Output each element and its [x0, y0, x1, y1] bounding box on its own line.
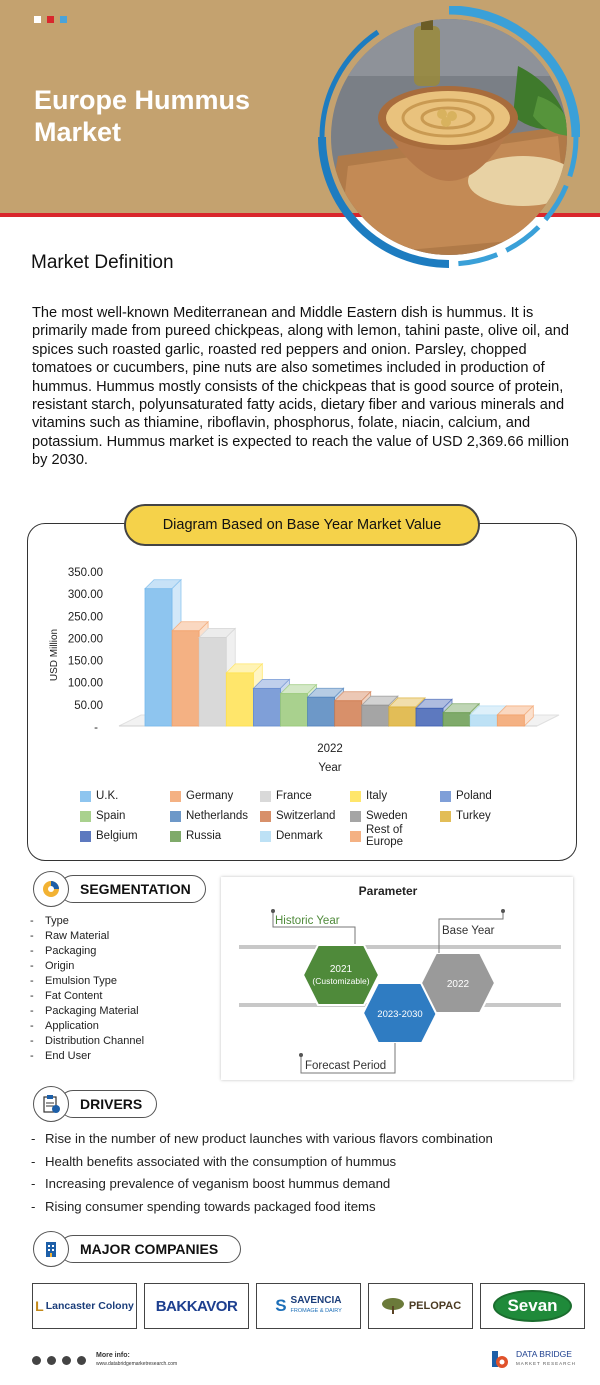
facebook-icon[interactable]: [47, 1356, 56, 1365]
driver-item: - Increasing prevalence of veganism boost hummus demand: [31, 1173, 493, 1196]
forecast-period-value: 2023-2030: [377, 1009, 423, 1020]
building-icon: [33, 1231, 69, 1267]
legend-swatch: [350, 811, 361, 822]
forecast-period-label: Forecast Period: [305, 1060, 387, 1072]
legend-label: Germany: [186, 790, 234, 802]
base-year-label: Base Year: [442, 925, 495, 937]
bar-switzerland: [335, 701, 362, 726]
y-axis-label: USD Million: [49, 628, 60, 682]
segmentation-item: - Packaging: [30, 944, 144, 959]
x-axis-label: Year: [318, 762, 342, 774]
y-tick-label: 100.00: [67, 677, 103, 690]
whatsapp-icon[interactable]: [32, 1356, 41, 1365]
segmentation-item: - Distribution Channel: [30, 1034, 144, 1049]
bar-chart: [40, 555, 560, 785]
bar-poland: [253, 688, 280, 726]
legend-item: [440, 788, 530, 804]
dot-blue: [60, 16, 67, 23]
bar-rest-of-europe: [497, 715, 524, 726]
y-tick-label: 200.00: [67, 633, 103, 646]
legend-item: [170, 788, 260, 804]
drivers-list: [31, 1128, 493, 1218]
legend-label: Italy: [366, 790, 388, 802]
legend-swatch: [170, 811, 181, 822]
companies-title: MAJOR COMPANIES: [59, 1235, 241, 1263]
legend-label: Turkey: [456, 810, 491, 822]
bar-belgium: [416, 708, 443, 726]
legend-swatch: [80, 831, 91, 842]
legend-label: Poland: [456, 790, 492, 802]
legend-item: [350, 808, 440, 824]
parameter-diagram: [221, 877, 573, 1080]
data-bridge-mark-icon: [490, 1348, 512, 1370]
legend-item: [80, 788, 170, 804]
segmentation-item: - Origin: [30, 959, 144, 974]
legend-swatch: [440, 791, 451, 802]
base-year-value: 2022: [446, 979, 470, 990]
legend-label: Denmark: [276, 830, 323, 842]
segmentation-item: - Application: [30, 1019, 144, 1034]
bar-netherlands: [308, 697, 335, 726]
bar-germany: [172, 631, 199, 726]
drivers-clipboard-icon: [33, 1086, 69, 1122]
savencia-logo: S SAVENCIA FROMAGE & DAIRY: [256, 1283, 361, 1329]
segmentation-item: - Raw Material: [30, 929, 144, 944]
historic-year-value: 2021: [329, 964, 353, 975]
legend-item: [260, 828, 350, 844]
legend-label: Switzerland: [276, 810, 336, 822]
legend-item: [260, 788, 350, 804]
website-link[interactable]: www.databridgemarketresearch.com: [96, 1361, 178, 1367]
segmentation-item: - Type: [30, 914, 144, 929]
bar-turkey: [389, 707, 416, 726]
segmentation-item: - Fat Content: [30, 989, 144, 1004]
legend-label: Rest of Europe: [366, 824, 404, 848]
legend-label: Belgium: [96, 830, 138, 842]
market-definition-text: The most well-known Mediterranean and Middle Eastern dish is hummus. It is primarily made from pureed chickpeas, along with lemon, tahini paste, olive oil, and spices such roasted garlic, roasted red peppers and onion. Parsley, chopped tomatoes or cucumbers, pine nuts are also sometimes included in production of hummus. Hummus mostly consists of the chickpeas that is good source of protein, resistant starch, polyunsaturated fatty acids, dietary fiber and various minerals and vitamins such as thiamine, riboflavin, phosphorus, folate, niacin, calcium, and potassium. Hummus market is expected to reach the value of USD 2,369.66 million by 2030.: [32, 305, 569, 469]
x-tick-label: 2022: [317, 743, 343, 755]
segmentation-item: - End User: [30, 1049, 144, 1064]
dot-white: [34, 16, 41, 23]
historic-year-hexagon: [303, 945, 379, 1005]
legend-label: France: [276, 790, 312, 802]
legend-swatch: [170, 791, 181, 802]
decorative-dots: [34, 16, 67, 23]
driver-item: - Rising consumer spending towards packaged food items: [31, 1196, 493, 1219]
legend-item: [80, 808, 170, 824]
bar-u-k-: [145, 589, 172, 726]
legend-item: [170, 808, 260, 824]
bar-russia: [443, 713, 470, 726]
historic-year-note: (Customizable): [312, 976, 370, 986]
legend-swatch: [260, 791, 271, 802]
sevan-logo: Sevan: [480, 1283, 585, 1329]
parameter-title: Parameter: [358, 884, 418, 898]
y-tick-label: -: [94, 722, 98, 734]
chart-title: Diagram Based on Base Year Market Value: [124, 504, 480, 546]
segmentation-item: - Emulsion Type: [30, 974, 144, 989]
legend-label: Russia: [186, 830, 222, 842]
bar-italy: [226, 673, 253, 726]
page-title: Europe Hummus Market: [34, 85, 251, 147]
legend-label: Sweden: [366, 810, 408, 822]
legend-label: Netherlands: [186, 810, 249, 822]
twitter-icon[interactable]: [62, 1356, 71, 1365]
segmentation-item: - Packaging Material: [30, 1004, 144, 1019]
pie-chart-icon: [33, 871, 69, 907]
legend-swatch: [80, 791, 91, 802]
chart-legend: [80, 788, 560, 848]
legend-swatch: [260, 831, 271, 842]
companies-logos: [32, 1283, 585, 1329]
legend-swatch: [440, 811, 451, 822]
more-info-label: More info:: [96, 1352, 130, 1359]
legend-item: [170, 828, 260, 844]
legend-item: [350, 788, 440, 804]
historic-year-label: Historic Year: [275, 915, 340, 927]
bakkavor-logo: BAKKAVOR: [144, 1283, 249, 1329]
footer: [32, 1352, 177, 1368]
drivers-header: [33, 1086, 157, 1122]
legend-item: [260, 808, 350, 824]
companies-header: [33, 1231, 241, 1267]
driver-item: - Health benefits associated with the consumption of hummus: [31, 1151, 493, 1174]
legend-item: [80, 828, 170, 844]
driver-item: - Rise in the number of new product launches with various flavors combination: [31, 1128, 493, 1151]
data-bridge-logo: DATA BRIDGE MARKET RESEARCH: [490, 1348, 576, 1370]
y-tick-label: 250.00: [67, 611, 103, 624]
dot-red: [47, 16, 54, 23]
legend-swatch: [80, 811, 91, 822]
legend-swatch: [350, 831, 361, 842]
legend-label: Spain: [96, 810, 126, 822]
legend-swatch: [350, 791, 361, 802]
drivers-title: DRIVERS: [59, 1090, 157, 1118]
legend-item: [350, 824, 440, 848]
pelopac-logo: PELOPAC: [368, 1283, 473, 1329]
bar-sweden: [362, 705, 389, 726]
instagram-icon[interactable]: [77, 1356, 86, 1365]
segmentation-title: SEGMENTATION: [59, 875, 206, 903]
market-definition-heading: Market Definition: [31, 252, 174, 273]
y-tick-label: 50.00: [74, 699, 103, 712]
y-tick-label: 150.00: [67, 655, 103, 668]
y-tick-label: 300.00: [67, 589, 103, 602]
legend-label: U.K.: [96, 790, 119, 802]
parameter-panel: [221, 877, 573, 1080]
lancaster-colony-logo: L Lancaster Colony: [32, 1283, 137, 1329]
hummus-bowl-photo: [318, 6, 580, 268]
bar-france: [199, 637, 226, 726]
segmentation-list: [30, 914, 144, 1064]
legend-item: [440, 808, 530, 824]
y-tick-label: 350.00: [67, 567, 103, 579]
segmentation-header: [33, 871, 206, 907]
legend-swatch: [260, 811, 271, 822]
legend-swatch: [170, 831, 181, 842]
bar-denmark: [470, 715, 497, 726]
bar-spain: [281, 694, 308, 726]
